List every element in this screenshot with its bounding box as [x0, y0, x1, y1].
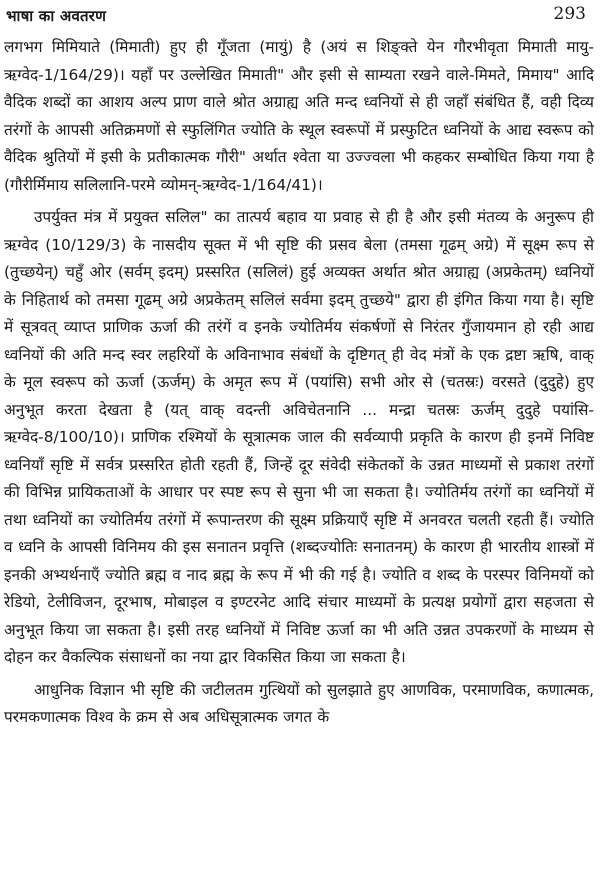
paragraph-3: आधुनिक विज्ञान भी सृष्टि की जटीलतम गुत्थियों को सुलझाते हुए आणविक, परमाणविक, कणात्मक, परमकणात्मक विश्व के क्रम से अब अधिसूत्रात्मक जगत के [4, 680, 594, 726]
paragraph-1: लगभग मिमियाते (मिमाती) हुए ही गूँजता (मायुं) है (अयं स शिङ्क्ते येन गौरभीवृता मिमाती मायु-ऋग्वेद-1/164/29)। यहाँ पर उल्लेखित मिमाती" और इसी से साम्यता रखने वाले-मिमते, मिमाय" आदि वैदिक शब्दों का आशय अल्प प्राण वाले श्रोत अग्राह्य अति मन्द ध्वनियों से ही जहाँ संबंधित हैं, वही दिव्य तरंगों के आपसी अतिक्रमणों से स्फुलिंगित ज्योति के स्थूल स्वरूपों में प्रस्फुटित ध्वनियों के आद्य स्वरूप को वैदिक श्रुतियों में इसी के प्रतीकात्मक गौरी" अर्थात श्वेता या उज्ज्वला भी कहकर सम्बोधित किया गया है (गौरीर्मिमाय सलिलानि-परमे व्योमन्-ऋग्वेद-1/164/41)। [4, 38, 594, 194]
running-head: भाषा का अवतरण [6, 7, 107, 25]
page-number: 293 [553, 4, 586, 24]
body-text [4, 34, 594, 732]
page-header [4, 4, 594, 34]
paragraph-2: उपर्युक्त मंत्र में प्रयुक्त सलिल" का तात्पर्य बहाव या प्रवाह से ही है और इसी मंतव्य के अनुरूप ही ऋग्वेद (10/129/3) के नासदीय सूक्त में भी सृष्टि की प्रसव बेला (तमसा गूढम् अग्रे) में सूक्ष्म रूप से (तुच्छयेन्) चहुँ ओर (सर्वम् इदम्) प्रस्सरित (सलिलं) हुई अव्यक्त अर्थात श्रोत अग्राह्य (अप्रकेतम्) ध्वनियों के निहितार्थ को तमसा गूढम् अग्रे अप्रकेतम् सलिलं सर्वमा इदम् तुच्छये" द्वारा ही इंगित किया गया है। सृष्टि में सूत्रवत् व्याप्त प्राणिक ऊर्जा की तरंगें व इनके ज्योतिर्मय संकर्षणों से निरंतर गुँजायमान हो रही आद्य ध्वनियों की अति मन्द स्वर लहरियों के अविनाभाव संबंधों के दृष्टिगत् ही वेद मंत्रों के एक द्रष्टा ऋषि, वाक् के मूल स्वरूप को ऊर्जा (ऊर्जम्) के अमृत रूप में (पयांसि) सभी ओर से (चतस्रः) वरसते (दुदुहे) हुए अनुभूत करता देखता है (यत् वाक् वदन्ती अविचेतनानि ... मन्द्रा चतस्रः ऊर्जम् दुदुहे पयांसि-ऋग्वेद-8/100/10)। प्राणिक रश्मियों के सूत्रात्मक जाल की सर्वव्यापी प्रकृति के कारण ही इनमें निविष्ट ध्वनियाँ सृष्टि में सर्वत्र प्रस्सरित होती रहती हैं, जिन्हें दूर संवेदी संकेतकों के उन्नत माध्यमों से प्रकाश तरंगों की विभिन्न प्रायिकताओं के आधार पर स्पष्ट रूप से सुना भी जा सकता है। ज्योतिर्मय तरंगों का ध्वनियों में तथा ध्वनियों का ज्योतिर्मय तरंगों में रूपान्तरण की सूक्ष्म प्रक्रियाएँ सृष्टि में अनवरत चलती रहती हैं। ज्योति व ध्वनि के आपसी विनिमय की इस सनातन प्रवृत्ति (शब्दज्योतिः सनातनम्) के कारण ही भारतीय शास्त्रों में इनकी अभ्यर्थनाएँ ज्योति ब्रह्म व नाद ब्रह्म के रूप में भी की गई है। ज्योति व शब्द के परस्पर विनिमयों को रेडियो, टेलीविजन, दूरभाष, मोबाइल व इण्टरनेट आदि संचार माध्यमों के प्रत्यक्ष प्रयोगों द्वारा सहजता से अनुभूत किया जा सकता है। इसी तरह ध्वनियों में निविष्ट ऊर्जा का भी अति उन्नत उपकरणों के माध्यम से दोहन कर वैकल्पिक संसाधनों का नया द्वार विकसित किया जा सकता है। [4, 208, 594, 666]
